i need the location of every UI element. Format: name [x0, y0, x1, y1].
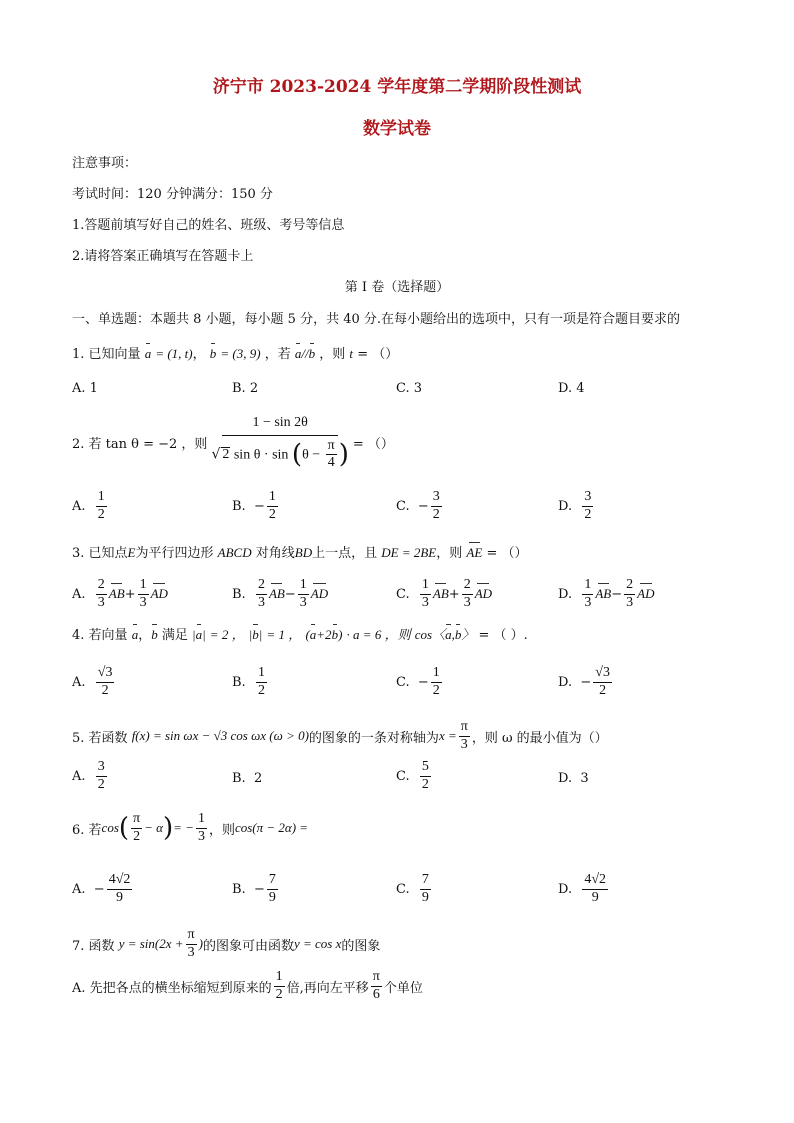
- q3-a-op: +: [124, 586, 136, 602]
- question-1: 1. 已知向量 a = (1, t)， b = (3, 9) ，若 a//b ，则 t = （）: [72, 346, 399, 362]
- q6-option-c: [396, 873, 433, 905]
- vector-a-angle: a: [445, 627, 452, 642]
- vector-a-sum: a: [309, 627, 317, 642]
- q1-option-c: C. 3: [396, 381, 423, 396]
- q3-a-c2: 1: [138, 578, 149, 595]
- q6-rhs: cos(π − 2α) =: [234, 820, 309, 836]
- q3-mid4: ，则: [436, 546, 463, 561]
- q3-option-c-label: C.: [396, 586, 410, 602]
- q7-func-a: y = sin(2x +: [118, 936, 184, 952]
- q7-half-num: 1: [274, 970, 285, 987]
- q4-option-a-den: 2: [101, 682, 109, 698]
- q4-sep: ，: [138, 628, 152, 643]
- q3-mid: 为平行四边形: [135, 546, 214, 561]
- exam-title: 济宁市 2023-2024 学年度第二学期阶段性测试: [212, 77, 582, 97]
- q4-option-c-num: 1: [431, 666, 442, 683]
- q2-den-a: sin θ · sin: [233, 447, 289, 463]
- q4-option-d-sign: −: [580, 674, 592, 690]
- q3-option-d: [558, 578, 655, 610]
- q5-option-d: [558, 771, 589, 786]
- q3-c-c2: 2: [462, 578, 473, 595]
- q2-option-a-label: A.: [72, 498, 86, 514]
- q4-option-d-den: 2: [599, 682, 607, 698]
- q3-option-a-label: A.: [72, 586, 86, 602]
- q3-mid3: 上一点，且: [312, 546, 378, 561]
- q1-option-b: B. 2: [232, 381, 259, 396]
- q3-tail: = （）: [486, 546, 528, 561]
- q6-pi: π: [131, 812, 142, 829]
- q3-b-c2: 1: [298, 578, 309, 595]
- q5-option-a-den: 2: [97, 776, 105, 792]
- q4-option-d-label: D.: [558, 674, 573, 690]
- q2-option-c-sign: −: [417, 498, 429, 514]
- q6-option-b: [232, 873, 280, 905]
- q5-tail: ，则 ω 的最小值为（）: [471, 730, 608, 746]
- q2-den-paren: θ −: [302, 447, 321, 463]
- q1-option-a: A. 1: [72, 381, 98, 396]
- q3-b-d2: 3: [299, 594, 307, 610]
- q6-option-a: [72, 873, 134, 905]
- q2-tail: = （）: [352, 437, 394, 453]
- q3-b-d1: 3: [257, 594, 265, 610]
- q2-option-b-num: 1: [267, 490, 278, 507]
- q4-option-b-label: B.: [232, 674, 246, 690]
- vector-ae: AE: [466, 545, 483, 560]
- q7-option-a-text3: 个单位: [383, 980, 423, 996]
- q6-option-d-num: 4√2: [582, 873, 608, 890]
- q5-option-d-label: D.: [558, 771, 573, 786]
- q2-option-b-den: 2: [268, 506, 276, 522]
- q7-option-a-text1: A. 先把各点的横坐标缩短到原来的: [72, 980, 272, 996]
- q2-option-b-sign: −: [253, 498, 265, 514]
- q5-three: 3: [460, 736, 468, 752]
- q3-a-d2: 3: [139, 594, 147, 610]
- q6-option-d: [558, 873, 610, 905]
- q2-option-d-label: D.: [558, 498, 573, 514]
- q3-point-e: E: [127, 545, 136, 560]
- q2-option-d: [558, 490, 595, 522]
- q2-option-c-label: C.: [396, 498, 410, 514]
- q4-option-a-num: √3: [96, 666, 115, 683]
- q5-pi: π: [459, 720, 470, 737]
- q1-option-d: D. 4: [558, 381, 585, 396]
- q7-pi6-num: π: [371, 970, 382, 987]
- q6-eq: = −: [173, 820, 194, 836]
- q1-a-value: = (1, t): [155, 346, 193, 361]
- q4-cond: 满足: [161, 628, 188, 643]
- q6-option-c-label: C.: [396, 881, 410, 897]
- q4-option-a-label: A.: [72, 674, 86, 690]
- q3-lead: 3. 已知点: [72, 546, 128, 561]
- q2-option-c: [396, 490, 444, 522]
- q5-option-a-num: 3: [96, 760, 107, 777]
- q2-option-c-num: 3: [431, 490, 442, 507]
- q7-half-den: 2: [275, 986, 283, 1002]
- q5-option-c-label: C.: [396, 768, 410, 784]
- q5-option-d-value: 3: [580, 771, 589, 786]
- q3-option-b-label: B.: [232, 586, 246, 602]
- q6-one: 1: [196, 812, 207, 829]
- q2-numerator: 1 − sin 2θ: [222, 414, 337, 436]
- q4-option-b: [232, 666, 269, 698]
- q4-option-c-den: 2: [432, 682, 440, 698]
- q2-denominator: √ 2 sin θ · sin (θ − $\frac{\pi}{4}$ ): [211, 437, 349, 471]
- q1-b-value: = (3, 9): [220, 346, 261, 361]
- vector-ad: AD: [150, 586, 168, 602]
- q6-option-c-den: 9: [421, 889, 429, 905]
- q4-option-d: [558, 666, 614, 698]
- vector-ad: AD: [637, 586, 655, 602]
- q3-b-op: −: [284, 586, 296, 602]
- vector-a-abs: a: [195, 627, 203, 642]
- q3-c-d1: 3: [421, 594, 429, 610]
- q6-three: 3: [197, 828, 205, 844]
- q1-cond: ，若: [264, 347, 291, 362]
- q4-option-d-num: √3: [593, 666, 612, 683]
- q5-option-a: [72, 760, 109, 792]
- question-6: 6. 若 cos ( $\frac{\pi}{2}$ − α ) = − $\frac{1}{3}$ ，则 cos(π − 2α) =: [72, 811, 309, 844]
- q3-option-d-label: D.: [558, 586, 573, 602]
- q5-x-eq: x =: [438, 728, 457, 744]
- q6-option-a-label: A.: [72, 881, 86, 897]
- vector-a: a: [144, 346, 152, 361]
- q7-pi: π: [186, 928, 197, 945]
- notes-time: 考试时间：120 分钟满分：150 分: [72, 187, 273, 202]
- q4-option-a: [72, 666, 116, 698]
- q4-option-b-den: 2: [257, 682, 265, 698]
- q7-func2: y = cos x: [293, 936, 342, 952]
- q4-e1: = 2 ，: [209, 627, 245, 642]
- vector-ad: AD: [310, 586, 329, 602]
- q7-lead: 7. 函数: [72, 938, 115, 954]
- q6-cos: cos: [101, 820, 119, 836]
- question-5: [72, 720, 608, 752]
- q3-d-d1: 3: [584, 594, 592, 610]
- exam-subtitle: 数学试卷: [363, 119, 431, 139]
- q7-pi6-den: 6: [372, 986, 380, 1002]
- q3-d-c1: 1: [582, 578, 593, 595]
- q6-lead: 6. 若: [72, 822, 102, 838]
- q3-abcd: ABCD: [217, 545, 252, 560]
- q3-a-c1: 2: [96, 578, 107, 595]
- q5-option-b-label: B.: [232, 771, 246, 786]
- q2-lead: 2. 若 tan θ = −2 ，则: [72, 437, 208, 453]
- question-3: [72, 542, 527, 561]
- q5-option-a-label: A.: [72, 768, 86, 784]
- q2-option-b-label: B.: [232, 498, 246, 514]
- q2-option-d-num: 3: [582, 490, 593, 507]
- vector-a: a: [131, 627, 139, 642]
- q6-option-b-den: 9: [268, 889, 276, 905]
- notes-item-1: 1.答题前填写好自己的姓名、班级、考号等信息: [72, 218, 345, 233]
- vector-b-abs: b: [252, 627, 259, 642]
- notes-item-2: 2.请将答案正确填写在答题卡上: [72, 249, 254, 264]
- q5-option-b: [232, 771, 262, 786]
- q2-pi: π: [326, 439, 337, 456]
- q7-option-a-text2: 倍,再向左平移: [286, 980, 369, 996]
- q2-option-a: [72, 490, 109, 522]
- q5-mid: 的图象的一条对称轴为: [308, 730, 439, 746]
- q7-mid: 的图象可由函数: [202, 938, 294, 954]
- notes-heading: 注意事项：: [72, 156, 138, 171]
- section-title: 第 I 卷（选择题）: [344, 280, 450, 295]
- q2-expression: [209, 414, 350, 471]
- q4-option-c: [396, 666, 444, 698]
- q2-four: 4: [327, 455, 335, 471]
- q6-option-d-den: 9: [591, 889, 599, 905]
- q4-e3: · a = 6 ，则: [346, 627, 411, 642]
- q3-option-b: [232, 578, 328, 610]
- q4-option-b-num: 1: [256, 666, 267, 683]
- q6-option-b-label: B.: [232, 881, 246, 897]
- q3-c-op: +: [448, 586, 460, 602]
- q6-inner: − α: [144, 820, 163, 836]
- q6-two: 2: [133, 828, 141, 844]
- q5-option-c-num: 5: [420, 760, 431, 777]
- q4-e2: = 1 ，: [266, 627, 302, 642]
- q6-option-b-num: 7: [267, 873, 278, 890]
- q3-a-d1: 3: [97, 594, 105, 610]
- vector-b-sum: b: [331, 627, 339, 642]
- vector-ab: AB: [108, 586, 125, 602]
- q1-parallel: //: [301, 346, 309, 361]
- vector-b-2: b: [308, 346, 316, 361]
- vector-ab: AB: [432, 586, 449, 602]
- q7-option-a: [72, 970, 423, 1002]
- q1-end: ，则: [319, 347, 346, 362]
- q6-option-d-label: D.: [558, 881, 573, 897]
- q4-option-c-sign: −: [417, 674, 429, 690]
- q2-option-a-num: 1: [96, 490, 107, 507]
- q4-option-c-label: C.: [396, 674, 410, 690]
- question-7: [72, 928, 380, 960]
- vector-b-angle: b: [454, 627, 462, 642]
- q3-d-d2: 3: [626, 594, 634, 610]
- vector-ab: AB: [595, 586, 612, 602]
- question-4: 4. 若向量 a，b 满足 |a| = 2 ， |b| = 1 ， (a+2b) · a = 6 ，则 cos〈a,b〉 = （ ）.: [72, 627, 528, 643]
- q3-mid2: 对角线: [255, 546, 295, 561]
- q1-lead: 1. 已知向量: [72, 347, 141, 362]
- q1-t: t: [349, 346, 354, 361]
- q7-func-b: ): [198, 936, 203, 952]
- q5-option-c: [396, 760, 433, 792]
- q6-option-a-den: 9: [116, 889, 124, 905]
- q6-option-c-num: 7: [420, 873, 431, 890]
- q6-then: ，则: [208, 822, 235, 838]
- q3-option-a: [72, 578, 168, 610]
- vector-ad: AD: [474, 586, 493, 602]
- vector-ab: AB: [268, 586, 285, 602]
- q7-three: 3: [187, 944, 195, 960]
- q2-option-a-den: 2: [97, 506, 105, 522]
- q5-lead: 5. 若函数: [72, 730, 128, 746]
- q1-tail: = （）: [357, 347, 399, 362]
- q6-option-a-sign: −: [93, 881, 105, 897]
- q7-tail: 的图象: [341, 938, 381, 954]
- q4-cos: cos: [414, 627, 433, 642]
- q2-option-b: [232, 490, 280, 522]
- question-2: [72, 414, 394, 471]
- q4-tail: = （ ）.: [478, 628, 528, 643]
- q2-option-c-den: 2: [432, 506, 440, 522]
- q5-option-c-den: 2: [421, 776, 429, 792]
- q3-bd: BD: [294, 545, 313, 560]
- q2-option-d-den: 2: [584, 506, 592, 522]
- q5-option-b-value: 2: [253, 771, 263, 786]
- q5-function: f(x) = sin ωx − √3 cos ωx (ω > 0): [131, 728, 309, 744]
- q6-option-a-num: 4√2: [107, 873, 133, 890]
- q2-pi-over-4: [326, 439, 337, 471]
- vector-b: b: [151, 627, 158, 642]
- q3-c-c1: 1: [420, 578, 431, 595]
- q3-b-c1: 2: [256, 578, 267, 595]
- section-instructions: 一、单选题：本题共 8 小题，每小题 5 分，共 40 分.在每小题给出的选项中，只有一项是符合题目要求的: [72, 312, 681, 327]
- q3-d-c2: 2: [624, 578, 635, 595]
- sqrt-symbol: √: [211, 446, 221, 463]
- q3-d-op: −: [611, 586, 623, 602]
- q4-lead: 4. 若向量: [72, 628, 128, 643]
- q6-option-b-sign: −: [253, 881, 265, 897]
- q3-option-c: [396, 578, 492, 610]
- q3-equation: DE = 2BE: [381, 545, 437, 560]
- vector-a-2: a: [294, 346, 302, 361]
- vector-b: b: [209, 346, 217, 361]
- q3-c-d2: 3: [463, 594, 471, 610]
